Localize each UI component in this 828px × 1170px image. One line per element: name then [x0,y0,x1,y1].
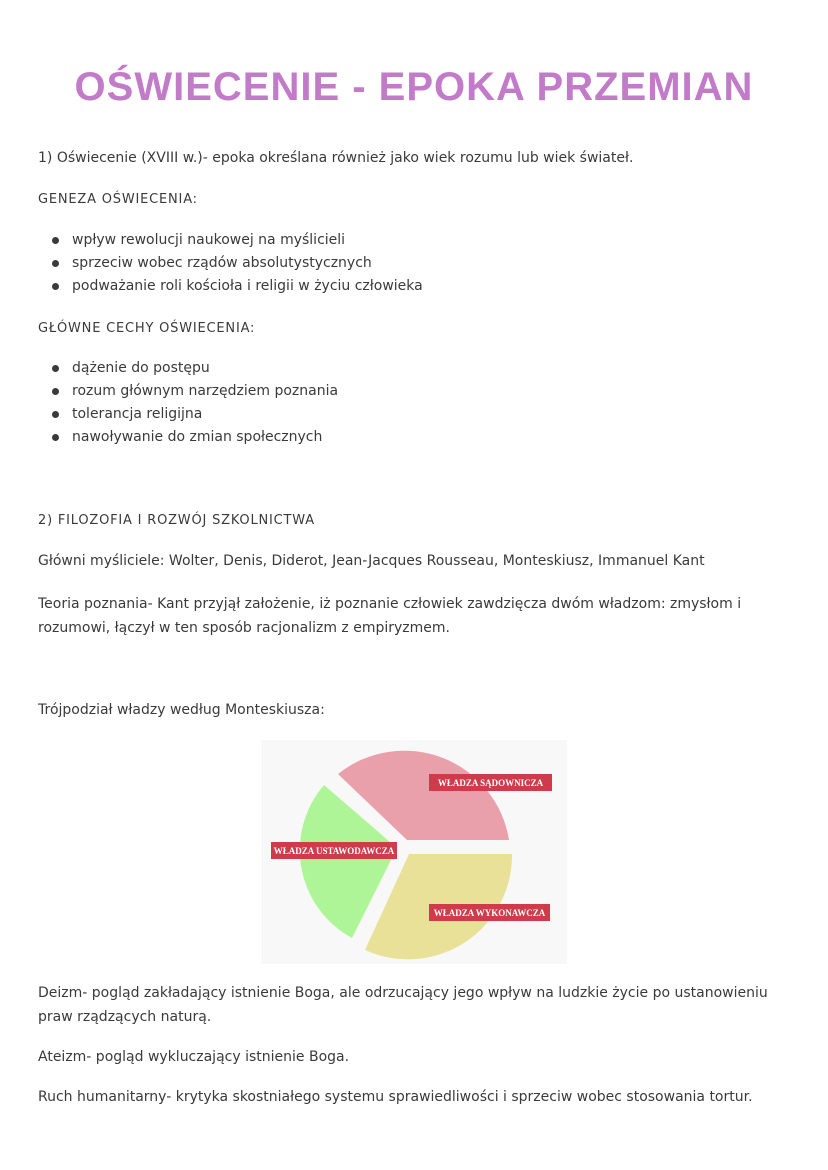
list-item: rozum głównym narzędziem poznania [38,380,338,403]
label-wykonawcza: WŁADZA WYKONAWCZA [433,908,546,918]
list-item: sprzeciw wobec rządów absolutystycznych [38,252,423,275]
features-heading: GŁÓWNE CECHY OŚWIECENIA: [38,321,256,336]
label-ustawodawcza: WŁADZA USTAWODAWCZA [273,846,395,856]
deism-line-2: praw rządzących naturą. [38,1009,212,1025]
label-sadownicza: WŁADZA SĄDOWNICZA [437,778,544,788]
list-item: tolerancja religijna [38,403,338,426]
bullet-icon [52,260,59,267]
theory-line-2: rozumowi, łączył w ten sposób racjonalizm z empiryzmem. [38,620,450,636]
page-title: OŚWIECENIE - EPOKA PRZEMIAN [74,64,754,109]
bullet-icon [52,434,59,441]
division-heading: Trójpodział władzy według Monteskiusza: [38,702,325,718]
features-list [38,357,338,449]
deism-line-1: Deizm- pogląd zakładający istnienie Boga, ale odrzucający jego wpływ na ludzkie życie po ustanowieniu [38,985,768,1001]
list-item: wpływ rewolucji naukowej na myślicieli [38,229,423,252]
bullet-icon [52,411,59,418]
bullet-icon [52,388,59,395]
intro-text: 1) Oświecenie (XVIII w.)- epoka określana również jako wiek rozumu lub wiek świateł. [38,150,634,166]
list-item: dążenie do postępu [38,357,338,380]
humanitarian-text: Ruch humanitarny- krytyka skostniałego systemu sprawiedliwości i sprzeciw wobec stosowania tortur. [38,1089,753,1105]
bullet-icon [52,365,59,372]
genesis-list [38,229,423,298]
bullet-icon [52,237,59,244]
power-division-diagram [261,740,567,964]
bullet-icon [52,283,59,290]
theory-line-1: Teoria poznania- Kant przyjął założenie, iż poznanie człowiek zawdzięcza dwóm władzom: zmysłom i [38,596,742,612]
genesis-heading: GENEZA OŚWIECENIA: [38,192,198,207]
section2-heading: 2) FILOZOFIA I ROZWÓJ SZKOLNICTWA [38,513,315,528]
atheism-text: Ateizm- pogląd wykluczający istnienie Boga. [38,1049,350,1065]
thinkers-text: Główni myśliciele: Wolter, Denis, Diderot, Jean-Jacques Rousseau, Monteskiusz, Immanuel Kant [38,553,705,569]
list-item: nawoływanie do zmian społecznych [38,426,338,449]
list-item: podważanie roli kościoła i religii w życiu człowieka [38,275,423,298]
